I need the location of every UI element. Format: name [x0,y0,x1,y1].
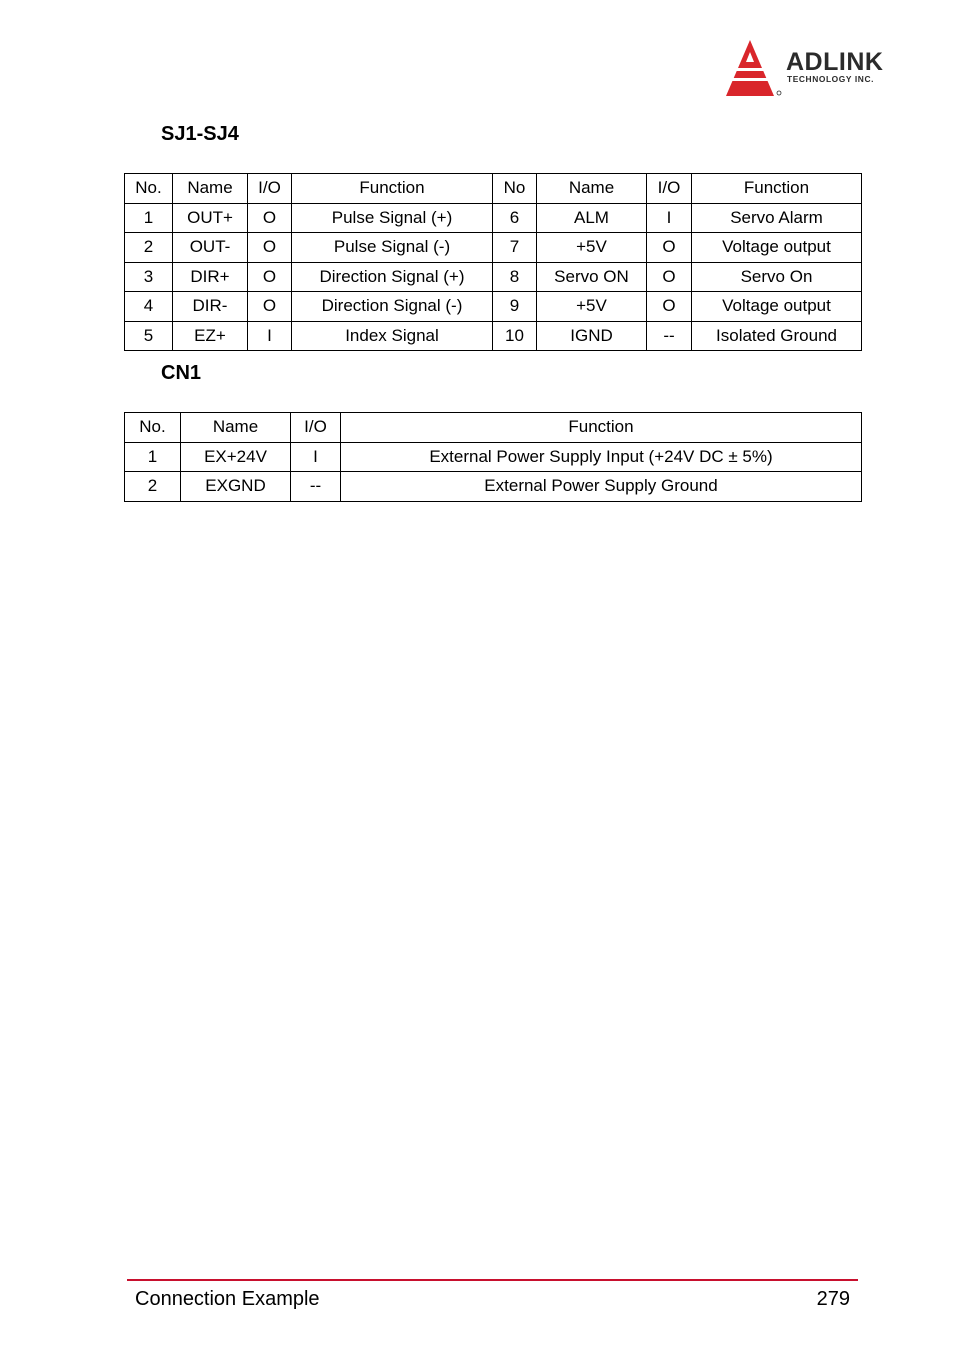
header-cell: I/O [647,174,692,204]
table-cell: DIR- [173,292,248,322]
table-cell: EXGND [181,472,291,502]
table-cell: External Power Supply Ground [341,472,862,502]
table-cell: O [647,233,692,263]
table-cell: 6 [493,203,537,233]
table-cell: OUT+ [173,203,248,233]
table-cell: O [248,292,292,322]
header-cell: Name [181,413,291,443]
table-cell: O [248,203,292,233]
sj-table-body [125,174,862,351]
table-cell: 10 [493,321,537,351]
table-cell: 3 [125,262,173,292]
table-row [125,321,862,351]
table-row [125,203,862,233]
table-cell: 5 [125,321,173,351]
header-cell: I/O [291,413,341,443]
logo-tagline: TECHNOLOGY INC. [787,74,875,84]
table-cell: Isolated Ground [692,321,862,351]
table-row [125,292,862,322]
table-cell: Pulse Signal (+) [292,203,493,233]
header-cell: Function [341,413,862,443]
logo-wordmark: ADLINK [786,48,884,76]
table-row [125,233,862,263]
header-cell: No. [125,413,181,443]
header-cell: Name [537,174,647,204]
cn-heading: CN1 [161,362,202,384]
table-cell: Direction Signal (-) [292,292,493,322]
table-cell: IGND [537,321,647,351]
table-cell: -- [647,321,692,351]
header-cell: Name [173,174,248,204]
table-cell: 2 [125,233,173,263]
table-cell: ALM [537,203,647,233]
adlink-triangle-icon [722,38,784,100]
table-cell: Index Signal [292,321,493,351]
table-cell: 4 [125,292,173,322]
header-cell: No [493,174,537,204]
table-cell: 9 [493,292,537,322]
table-cell: Pulse Signal (-) [292,233,493,263]
header-cell: Function [692,174,862,204]
adlink-logo [722,38,912,100]
table-cell: +5V [537,233,647,263]
cn-table-body [125,413,862,502]
table-cell: 8 [493,262,537,292]
table-header-row [125,413,862,443]
table-cell: Servo On [692,262,862,292]
table-cell: O [647,292,692,322]
table-cell: 7 [493,233,537,263]
table-cell: EX+24V [181,442,291,472]
table-cell: O [248,262,292,292]
table-cell: -- [291,472,341,502]
table-cell: O [248,233,292,263]
sj-pin-table [124,173,862,351]
table-row [125,442,862,472]
header-cell: No. [125,174,173,204]
table-cell: Servo ON [537,262,647,292]
table-row [125,262,862,292]
table-cell: 2 [125,472,181,502]
table-cell: Servo Alarm [692,203,862,233]
footer-section-title: Connection Example [135,1288,320,1310]
table-cell: 1 [125,442,181,472]
table-cell: I [291,442,341,472]
table-cell: DIR+ [173,262,248,292]
header-cell: I/O [248,174,292,204]
table-row [125,472,862,502]
table-cell: Direction Signal (+) [292,262,493,292]
cn-pin-table [124,412,862,502]
header-cell: Function [292,174,493,204]
table-cell: +5V [537,292,647,322]
page-number: 279 [816,1288,850,1310]
table-cell: EZ+ [173,321,248,351]
footer-rule [127,1279,858,1281]
table-header-row [125,174,862,204]
sj-heading: SJ1-SJ4 [161,123,239,145]
table-cell: OUT- [173,233,248,263]
table-cell: O [647,262,692,292]
table-cell: I [647,203,692,233]
table-cell: 1 [125,203,173,233]
table-cell: I [248,321,292,351]
table-cell: External Power Supply Input (+24V DC ± 5%) [341,442,862,472]
table-cell: Voltage output [692,292,862,322]
table-cell: Voltage output [692,233,862,263]
